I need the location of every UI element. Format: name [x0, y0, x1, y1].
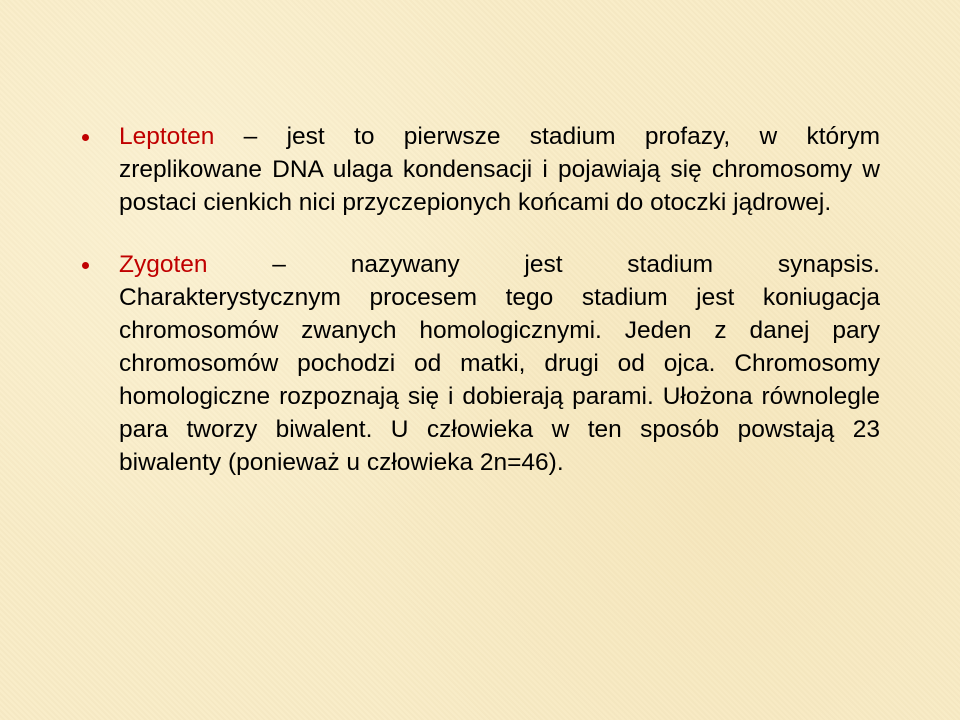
bullet-dot-icon [82, 262, 89, 269]
leptoten-first-line-text: – jest to pierwsze stadium profazy, w którym [214, 123, 880, 150]
leptoten-description: zreplikowane DNA ulaga kondensacji i pojawiają się chromosomy w postaci cienkich nici przyczepionych końcami do otoczki jądrowej. [119, 156, 880, 216]
first-line [119, 120, 880, 153]
term-leptoten: Leptoten [119, 123, 215, 150]
zygoten-description: Charakterystycznym procesem tego stadium jest koniugacja chromosomów zwanych homologicznymi. Jeden z danej pary chromosomów pochodzi od matki, drugi od ojca. Chromosomy homologiczne rozpoznają się i dobierają parami. Ułożona równolegle para tworzy biwalent. U człowieka w ten sposób powstają 23 biwalenty (ponieważ u człowieka 2n=46). [119, 284, 880, 476]
first-line [119, 248, 880, 281]
term-zygoten: Zygoten [119, 251, 208, 278]
bullet-list [82, 120, 880, 508]
bullet-item-zygoten [82, 248, 880, 479]
zygoten-first-line-text: – nazywany jest stadium synapsis. [207, 251, 880, 278]
bullet-item-leptoten [82, 120, 880, 219]
bullet-dot-icon [82, 134, 89, 141]
